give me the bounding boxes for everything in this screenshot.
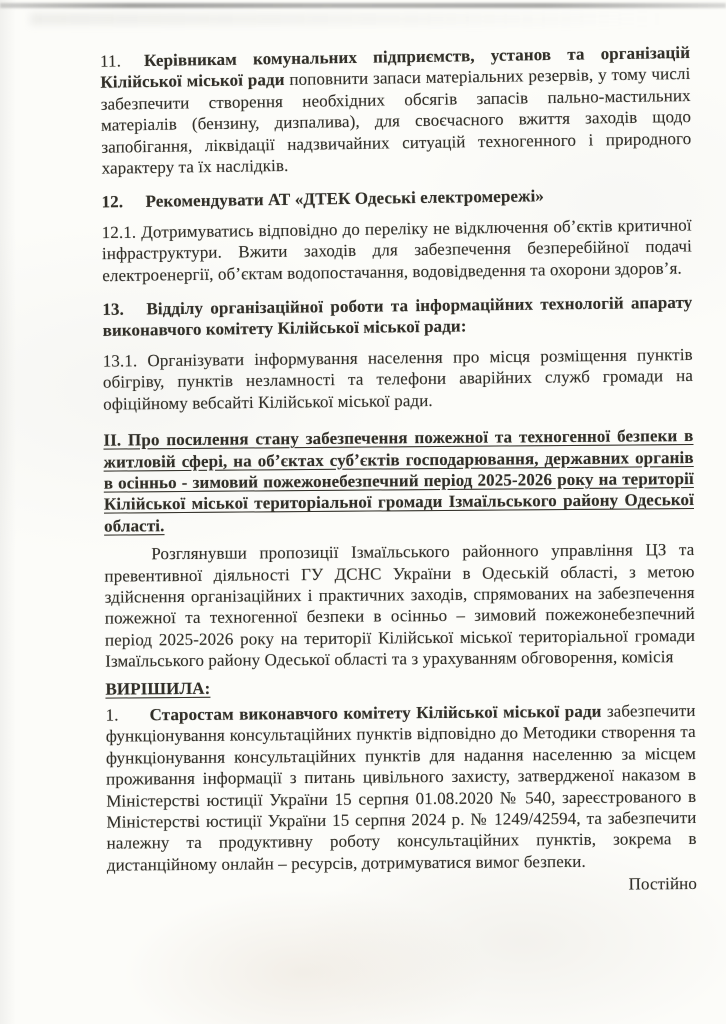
- paragraph-item-1: [106, 700, 697, 876]
- item-13-number: 13.: [102, 299, 125, 319]
- item-1-number: 1.: [105, 705, 119, 725]
- deadline-note: Постійно: [628, 874, 698, 894]
- item-12-title: Рекомендувати АТ «ДТЕК Одеські електромережі»: [145, 186, 545, 212]
- item-11-number: 11.: [99, 51, 122, 71]
- paragraph-item-11: [100, 42, 692, 179]
- item-11-lead-bold: Керівникам комунальних підприємств, установ та організацій Кілійської міської ради: [100, 42, 691, 93]
- section-ii-heading: ІІ. Про посилення стану забезпечення пожежної та техногенної безпеки в житловій сфері, на об’єктах суб’єктів господарювання, державних органів в осінньо - зимовий пожежонебезпечний період 2025-2026 року на території Кілійської міської територіальної громади Ізмаїльського району Одеської області.: [103, 426, 695, 536]
- item-1-body-text: забезпечити функціонування консультаційних пунктів відповідно до Методики створення та функціонування консультаційних пунктів для надання населенню за місцем проживання інформації з питань цивільного захисту, затвердженої наказом в Міністерстві юстиції України 15 серпня 01.08.2020 № 540, зареєстрованого в Міністерстві юстиції України 15 серпня 2024 р. № 1249/42594, та забезпечити належну та продуктивну роботу консультаційних пунктів, зокрема в дистанційному онлайн – ресурсів, дотримуватися вимог безпеки.: [105, 700, 697, 875]
- paragraph-item-13-1: 13.1. Організувати інформування населення про місця розміщення пунктів обігріву, пунктів незламності та телефони аварійних служб громади на офіційному вебсайті Кілійської міської ради.: [102, 344, 694, 414]
- item-1-lead-bold: Старостам виконавчого комітету Кілійської міської ради: [149, 701, 602, 725]
- heading-item-12: [101, 184, 691, 214]
- preamble-paragraph: Розглянувши пропозиції Ізмаїльського районного управління ЦЗ та превентивної діяльності ГУ ДСНС України в Одеській області, з метою здійснення організаційних і практичних заходів, спрямованих на забезпечення пожежної та техногенної безпеки в осінньо – зимовий пожежонебезпечний період 2025-2026 року на території Кілійської міської територіальної громади Ізмаїльського району Одеської області та з урахуванням обговорення, комісія: [104, 540, 696, 671]
- paragraph-item-12-1: 12.1. Дотримуватись відповідно до переліку не відключення об’єктів критичної інфраструктури. Вжити заходів для забезпечення безперебійної подачі електроенергії, об’єктам водопостачання, водовідведення та охорони здоров’я.: [101, 215, 693, 285]
- item-13-title: Відділу організаційної роботи та інформаційних технологій апарату виконавчого комітету Кілійської міської ради:: [102, 292, 693, 341]
- item-12-number: 12.: [101, 192, 124, 212]
- heading-item-13: [102, 292, 692, 342]
- item-11-body-text: поповнити запаси матеріальних резервів, у тому числі забезпечити створення необхідних обсягів запасів пально-мастильних матеріалів (бензину, дизпалива), для своєчасного вжиття заходів щодо запобігання, ліквідації надзвичайних ситуацій техногенного і природного характеру та їх наслідків.: [100, 64, 692, 178]
- decided-label: ВИРІШИЛА:: [105, 678, 211, 699]
